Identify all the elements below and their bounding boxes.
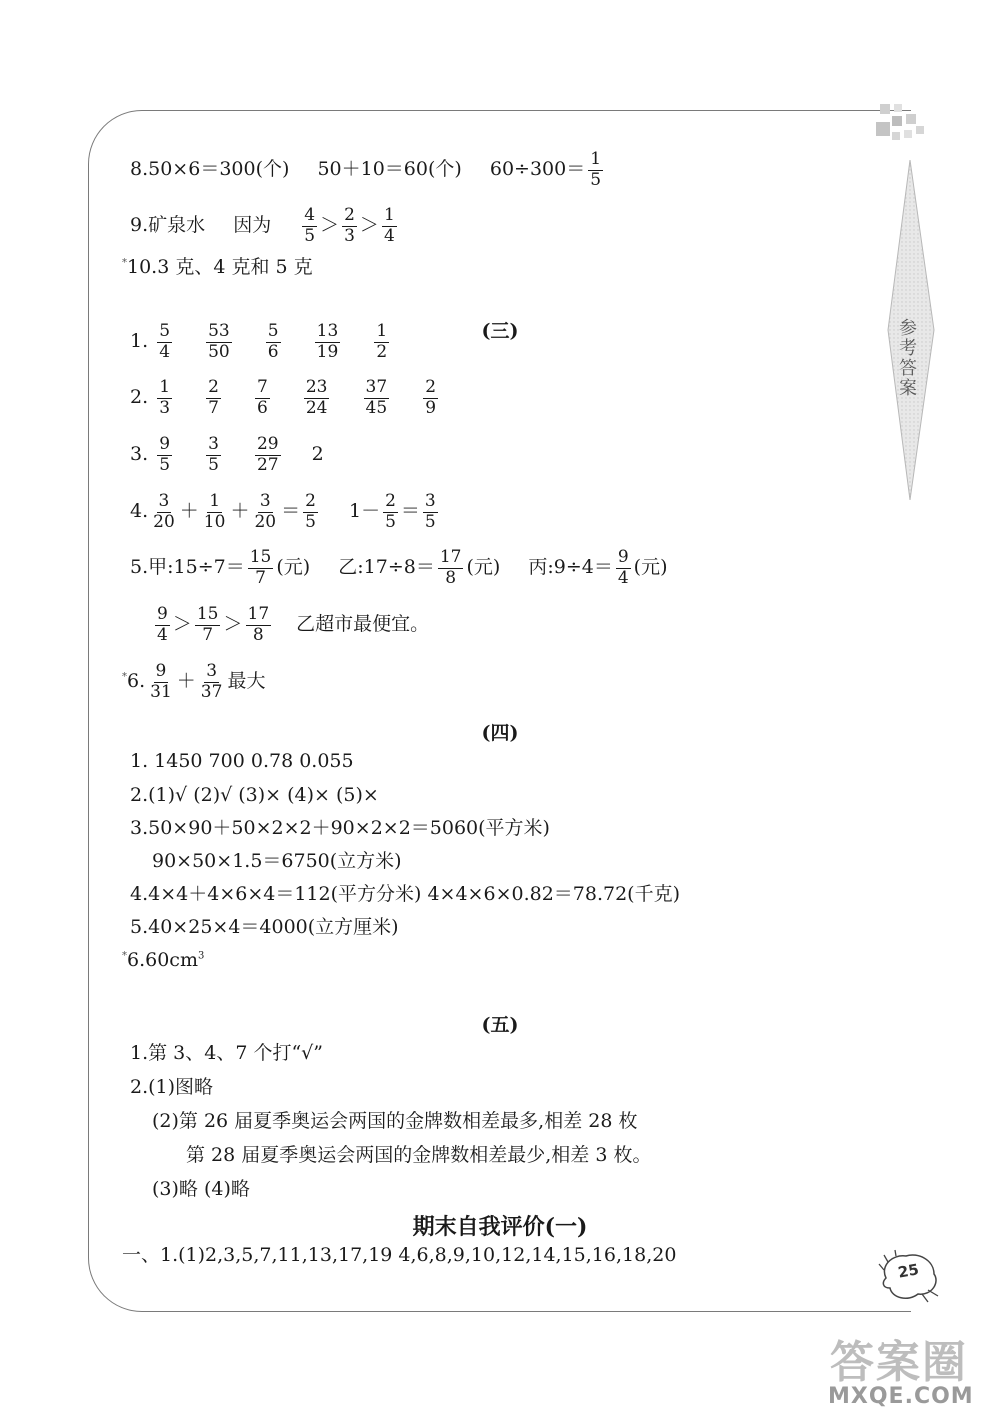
fraction: $\frac{3}{5}$ — [424, 491, 436, 532]
answer-5-2-2b: 第 28 届夏季奥运会两国的金牌数相差最少,相差 3 枚。 — [186, 1144, 652, 1166]
fraction: $\frac{3}{5}$ — [208, 434, 219, 475]
fraction: $\frac{53}{50}$ — [208, 321, 230, 362]
answer-9: 9.矿泉水 因为 $\frac{4}{5}$ ＞ $\frac{2}{3}$ ＞ $\frac{1}{4}$ — [130, 205, 395, 246]
watermark-logo: 答案圈 — [830, 1337, 968, 1388]
fraction: $\frac{1}{2}$ — [376, 321, 388, 362]
fraction: $\frac{5}{6}$ — [267, 321, 279, 362]
answer-5-2-3: (3)略 (4)略 — [152, 1178, 250, 1200]
fraction: $\frac{3}{37}$ — [200, 661, 223, 702]
fraction: $\frac{15}{7}$ — [249, 547, 272, 588]
fraction: $\frac{29}{27}$ — [256, 434, 279, 475]
answer-4-5: 5.40×25×4＝4000(立方厘米) — [130, 916, 399, 938]
answer-4-2: 2.(1)√ (2)√ (3)× (4)× (5)× — [130, 784, 379, 806]
answer-5-2: 2.(1)图略 — [130, 1076, 214, 1098]
fraction: $\frac{2}{7}$ — [208, 377, 219, 418]
fraction: $\frac{2}{5}$ — [305, 491, 316, 532]
fraction: $\frac{37}{45}$ — [365, 377, 388, 418]
section-heading-4: (四) — [481, 722, 519, 744]
answer-3-5-comparison: $\frac{9}{4}$ ＞ $\frac{15}{7}$ ＞ $\frac{17}{8}$ 乙超市最便宜。 — [157, 604, 430, 645]
answer-4-4: 4.4×4＋4×6×4＝112(平方分米) 4×4×6×0.82＝78.72(千克) — [130, 883, 681, 905]
final-answer-1: 一、1.(1)2,3,5,7,11,13,17,19 4,6,8,9,10,12,14,15,16,18,20 — [122, 1244, 677, 1266]
answer-10: *10.3 克、4 克和 5 克 — [122, 256, 313, 278]
answer-3-2: 2. $\frac{1}{3}$ $\frac{2}{7}$ $\frac{7}{6}$ $\frac{23}{24}$ $\frac{37}{45}$ $\frac{2}{9}$ — [130, 377, 437, 418]
fraction: $\frac{3}{20}$ — [153, 491, 175, 532]
fraction: $\frac{23}{24}$ — [305, 377, 328, 418]
section-heading-3: (三) — [481, 320, 519, 342]
fraction: $\frac{5}{4}$ — [159, 321, 171, 362]
fraction: $\frac{17}{8}$ — [439, 547, 462, 588]
fraction: $\frac{4}{5}$ — [304, 205, 316, 246]
answer-8: 8.50×6＝300(个) 50＋10＝60(个) 60÷300＝ $\frac{1}{5}$ — [130, 149, 602, 190]
answer-3-4: 4. $\frac{3}{20}$ ＋ $\frac{1}{10}$ ＋ $\frac{3}{20}$ ＝ $\frac{2}{5}$ 1－ $\frac{2}{5}$ ＝ $\frac{3}{5}$ — [130, 491, 436, 532]
fraction: $\frac{3}{20}$ — [254, 491, 277, 532]
answer-5-2-2: (2)第 26 届夏季奥运会两国的金牌数相差最多,相差 28 枚 — [152, 1110, 638, 1132]
answer-4-1: 1. 1450 700 0.78 0.055 — [130, 750, 354, 772]
answer-4-3: 3.50×90＋50×2×2＋90×2×2＝5060(平方米) — [130, 817, 550, 839]
answer-3-5: 5.甲:15÷7＝ $\frac{15}{7}$ (元) 乙:17÷8＝ $\frac{17}{8}$ (元) 丙:9÷4＝ $\frac{9}{4}$ (元) — [130, 547, 668, 588]
section-heading-5: (五) — [481, 1014, 519, 1036]
fraction: $\frac{1}{5}$ — [590, 149, 602, 190]
page-number: 25 — [896, 1260, 921, 1282]
fraction: $\frac{9}{4}$ — [157, 604, 168, 645]
answer-5-1: 1.第 3、4、7 个打“√” — [130, 1042, 324, 1064]
answer-3-1: 1. $\frac{5}{4}$ $\frac{53}{50}$ $\frac{5}{6}$ $\frac{13}{19}$ $\frac{1}{2}$ — [130, 321, 388, 362]
fraction: $\frac{13}{19}$ — [316, 321, 339, 362]
fraction: $\frac{15}{7}$ — [196, 604, 219, 645]
corner-squares-decoration — [868, 100, 928, 155]
fraction: $\frac{17}{8}$ — [247, 604, 270, 645]
answer-3-3: 3. $\frac{9}{5}$ $\frac{3}{5}$ $\frac{29}{27}$ 2 — [130, 434, 324, 475]
side-tab-label: 参考答案 — [896, 318, 917, 398]
answer-3-6: *6. $\frac{9}{31}$ ＋ $\frac{3}{37}$ 最大 — [122, 661, 266, 702]
fraction: $\frac{1}{4}$ — [383, 205, 395, 246]
fraction: $\frac{2}{9}$ — [425, 377, 437, 418]
fraction: $\frac{2}{5}$ — [385, 491, 396, 532]
fraction: $\frac{2}{3}$ — [344, 205, 355, 246]
fraction: $\frac{9}{5}$ — [159, 434, 171, 475]
fraction: $\frac{1}{3}$ — [159, 377, 171, 418]
final-title: 期末自我评价(一) — [412, 1214, 588, 1240]
fraction: $\frac{7}{6}$ — [256, 377, 268, 418]
fraction: $\frac{9}{31}$ — [150, 661, 172, 702]
fraction: $\frac{1}{10}$ — [203, 491, 226, 532]
answer-4-6: $^*6.60cm^3$ — [122, 949, 205, 971]
answer-4-3b: 90×50×1.5＝6750(立方米) — [152, 850, 402, 872]
fraction: $\frac{9}{4}$ — [617, 547, 629, 588]
watermark-url: MXQE.COM — [828, 1384, 974, 1409]
